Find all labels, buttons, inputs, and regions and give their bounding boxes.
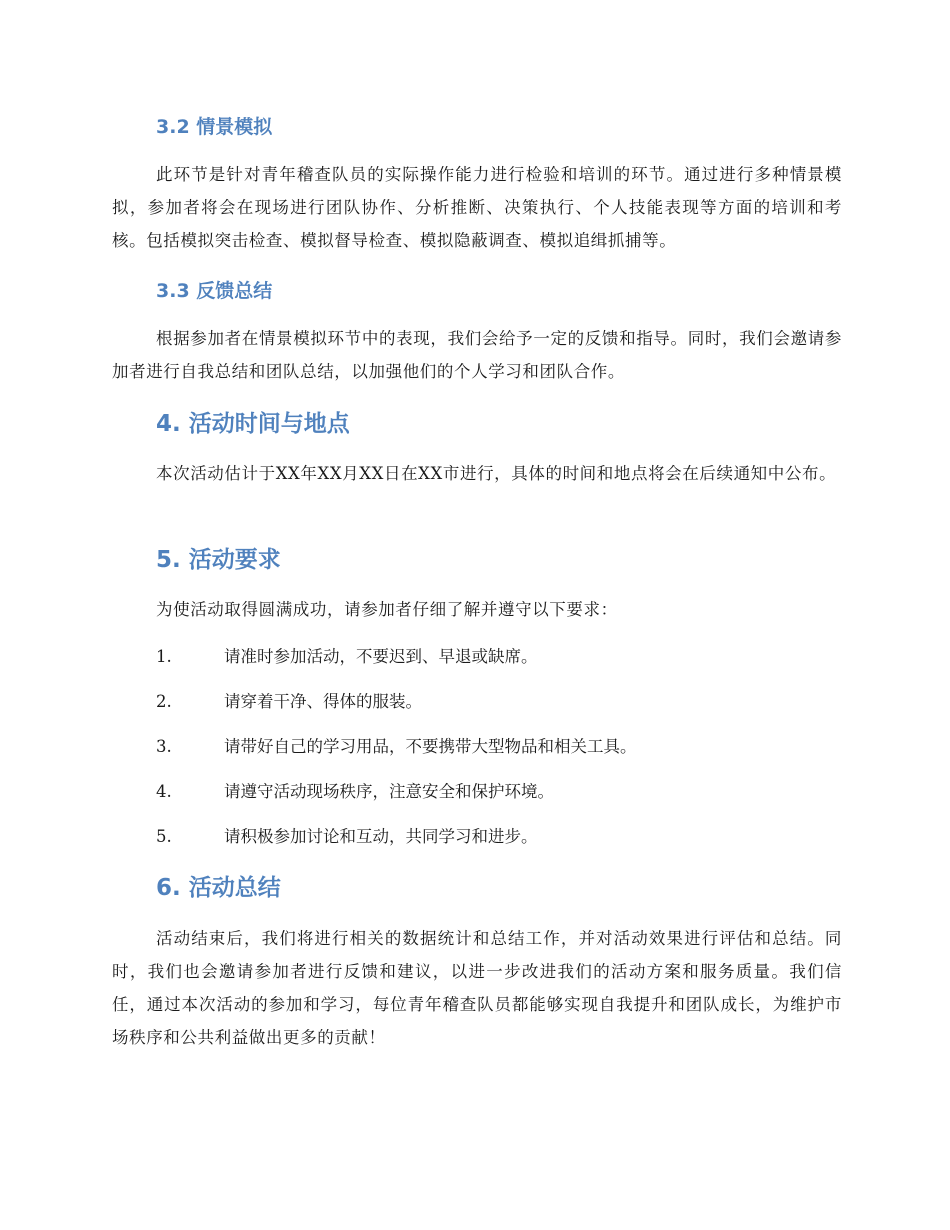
paragraph-4: 本次活动估计于XX年XX月XX日在XX市进行，具体的时间和地点将会在后续通知中公布。	[156, 464, 837, 483]
list-item-text: 请积极参加讨论和互动，共同学习和进步。	[224, 827, 538, 846]
paragraph-6: 活动结束后，我们将进行相关的数据统计和总结工作，并对活动效果进行评估和总结。同时，我们也会邀请参加者进行反馈和建议，以进一步改进我们的活动方案和服务质量。我们信任，通过本次活动的参加和学习，每位青年稽查队员都能够实现自我提升和团队成长，为维护市场秩序和公共利益做出更多的贡献！	[112, 929, 842, 1047]
heading-3-3: 3.3 反馈总结	[156, 280, 273, 302]
heading-5: 5. 活动要求	[156, 547, 281, 573]
list-item	[156, 645, 842, 669]
list-item-number: 2.	[156, 692, 172, 711]
list-item-number: 5.	[156, 827, 172, 846]
paragraph-5-intro: 为使活动取得圆满成功，请参加者仔细了解并遵守以下要求：	[156, 600, 618, 619]
heading-3-2: 3.2 情景模拟	[156, 116, 273, 138]
paragraph-3-2: 此环节是针对青年稽查队员的实际操作能力进行检验和培训的环节。通过进行多种情景模拟，参加者将会在现场进行团队协作、分析推断、决策执行、个人技能表现等方面的培训和考核。包括模拟突击检查、模拟督导检查、模拟隐蔽调查、模拟追缉抓捕等。	[112, 165, 842, 250]
list-item	[156, 825, 842, 849]
list-item-number: 4.	[156, 782, 172, 801]
list-item-text: 请准时参加活动，不要迟到、早退或缺席。	[224, 647, 538, 666]
paragraph-3-3: 根据参加者在情景模拟环节中的表现，我们会给予一定的反馈和指导。同时，我们会邀请参加者进行自我总结和团队总结，以加强他们的个人学习和团队合作。	[112, 329, 842, 381]
list-item-number: 3.	[156, 737, 172, 756]
list-item-text: 请穿着干净、得体的服装。	[224, 692, 422, 711]
list-item-text: 请遵守活动现场秩序，注意安全和保护环境。	[224, 782, 554, 801]
heading-4: 4. 活动时间与地点	[156, 411, 350, 437]
list-item-text: 请带好自己的学习用品，不要携带大型物品和相关工具。	[224, 737, 637, 756]
list-item	[156, 780, 842, 804]
list-item	[156, 735, 842, 759]
list-item	[156, 690, 842, 714]
heading-6: 6. 活动总结	[156, 875, 281, 901]
list-item-number: 1.	[156, 647, 172, 666]
